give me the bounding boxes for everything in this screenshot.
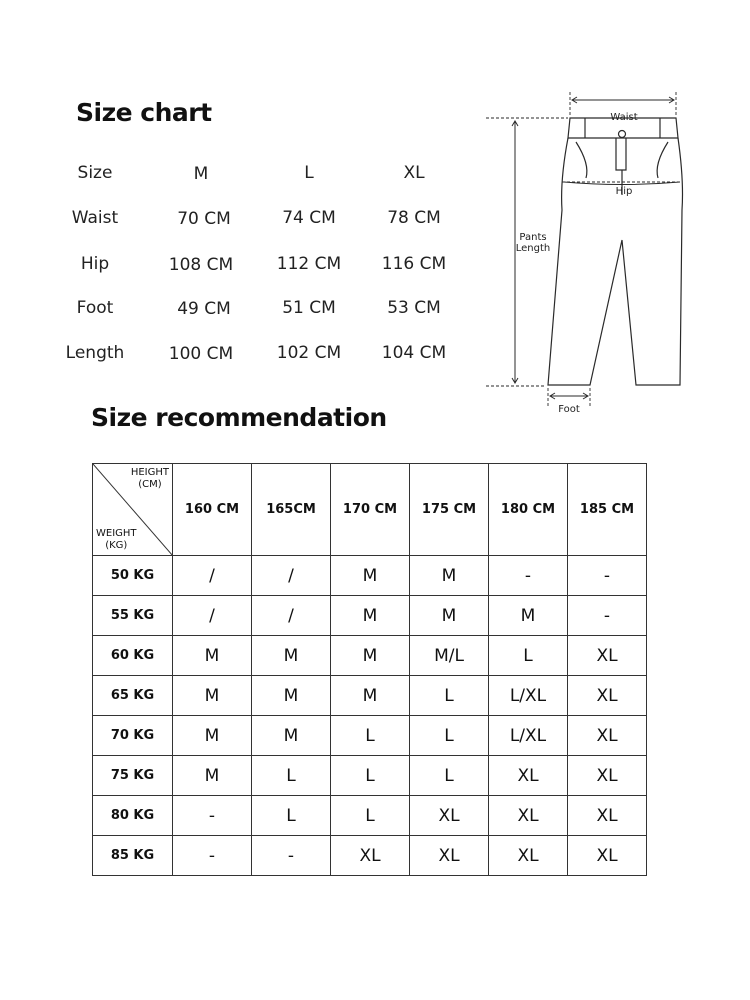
weight-row-header: 55 KG bbox=[93, 596, 173, 636]
table-row bbox=[93, 836, 647, 876]
size-cell: / bbox=[252, 596, 331, 636]
corner-height-line2: (CM) bbox=[138, 479, 162, 490]
size-cell: M bbox=[252, 716, 331, 756]
corner-weight-label bbox=[96, 528, 137, 552]
table-row bbox=[93, 676, 647, 716]
size-cell: L bbox=[410, 676, 489, 716]
waist-label: Waist bbox=[610, 112, 638, 123]
size-cell: M bbox=[410, 556, 489, 596]
size-cell: M bbox=[173, 716, 252, 756]
size-chart-cell: 108 CM bbox=[168, 255, 234, 275]
weight-row-header: 60 KG bbox=[93, 636, 173, 676]
weight-row-header: 50 KG bbox=[93, 556, 173, 596]
corner-height-line1: HEIGHT bbox=[130, 467, 169, 478]
size-cell: L/XL bbox=[489, 676, 568, 716]
size-chart-header-m: M bbox=[193, 164, 209, 184]
size-chart-cell: 49 CM bbox=[177, 299, 231, 319]
table-corner-cell bbox=[93, 464, 173, 556]
height-header: 185 CM bbox=[568, 464, 647, 556]
height-header: 170 CM bbox=[331, 464, 410, 556]
size-cell: - bbox=[173, 796, 252, 836]
size-chart-cell: 104 CM bbox=[381, 343, 447, 363]
size-cell: M bbox=[173, 756, 252, 796]
size-cell: - bbox=[489, 556, 568, 596]
height-header: 165CM bbox=[252, 464, 331, 556]
size-cell: - bbox=[568, 556, 647, 596]
weight-row-header: 75 KG bbox=[93, 756, 173, 796]
size-cell: XL bbox=[568, 676, 647, 716]
size-chart-header-l: L bbox=[304, 163, 314, 183]
corner-weight-line2: (KG) bbox=[105, 540, 128, 551]
table-row bbox=[93, 596, 647, 636]
size-cell: / bbox=[252, 556, 331, 596]
size-cell: XL bbox=[489, 836, 568, 876]
size-chart-cell: 116 CM bbox=[381, 254, 447, 274]
size-cell: XL bbox=[568, 796, 647, 836]
size-chart-cell: 74 CM bbox=[282, 208, 336, 228]
pants-outline bbox=[548, 118, 683, 385]
size-cell: L bbox=[331, 716, 410, 756]
height-header: 160 CM bbox=[173, 464, 252, 556]
size-cell: - bbox=[252, 836, 331, 876]
size-chart-cell: 102 CM bbox=[276, 343, 342, 363]
table-header-row bbox=[93, 464, 647, 556]
size-cell: XL bbox=[568, 836, 647, 876]
size-chart-row-label: Waist bbox=[71, 208, 119, 228]
size-cell: L bbox=[252, 796, 331, 836]
size-cell: L bbox=[252, 756, 331, 796]
size-cell: L bbox=[489, 636, 568, 676]
table-row bbox=[93, 756, 647, 796]
size-cell: XL bbox=[489, 756, 568, 796]
weight-row-header: 80 KG bbox=[93, 796, 173, 836]
size-chart-cell: 51 CM bbox=[282, 298, 336, 318]
corner-height-label bbox=[131, 467, 169, 491]
size-cell: M/L bbox=[410, 636, 489, 676]
size-cell: / bbox=[173, 596, 252, 636]
size-cell: XL bbox=[568, 636, 647, 676]
size-cell: L bbox=[331, 796, 410, 836]
corner-weight-line1: WEIGHT bbox=[96, 528, 137, 539]
height-header: 175 CM bbox=[410, 464, 489, 556]
pants-length-label-line2: Length bbox=[515, 243, 551, 254]
table-row bbox=[93, 636, 647, 676]
size-cell: M bbox=[331, 636, 410, 676]
size-cell: M bbox=[331, 676, 410, 716]
hip-label: Hip bbox=[615, 186, 633, 197]
size-chart-cell: 53 CM bbox=[387, 298, 441, 318]
size-chart-row-label: Length bbox=[65, 343, 125, 363]
size-cell: M bbox=[331, 596, 410, 636]
height-header: 180 CM bbox=[489, 464, 568, 556]
size-chart-cell: 112 CM bbox=[276, 254, 342, 274]
size-cell: L bbox=[410, 756, 489, 796]
size-recommendation-title: Size recommendation bbox=[91, 403, 387, 432]
size-cell: M bbox=[410, 596, 489, 636]
weight-row-header: 70 KG bbox=[93, 716, 173, 756]
size-cell: M bbox=[252, 676, 331, 716]
recommendation-body bbox=[93, 556, 647, 876]
size-cell: XL bbox=[410, 836, 489, 876]
foot-label: Foot bbox=[558, 404, 580, 415]
size-cell: L/XL bbox=[489, 716, 568, 756]
weight-row-header: 85 KG bbox=[93, 836, 173, 876]
size-chart-header-size: Size bbox=[77, 163, 113, 183]
size-cell: L bbox=[410, 716, 489, 756]
size-chart-row-label: Foot bbox=[76, 298, 114, 318]
size-cell: - bbox=[568, 596, 647, 636]
size-chart-cell: 78 CM bbox=[387, 208, 441, 228]
size-cell: XL bbox=[410, 796, 489, 836]
weight-row-header: 65 KG bbox=[93, 676, 173, 716]
size-cell: / bbox=[173, 556, 252, 596]
table-row bbox=[93, 556, 647, 596]
size-chart-header-xl: XL bbox=[403, 163, 425, 183]
size-cell: L bbox=[331, 756, 410, 796]
size-cell: M bbox=[173, 636, 252, 676]
size-chart-cell: 100 CM bbox=[168, 344, 234, 364]
pants-length-label-line1: Pants bbox=[519, 232, 547, 243]
size-chart-cell: 70 CM bbox=[177, 209, 231, 229]
size-cell: XL bbox=[489, 796, 568, 836]
size-cell: XL bbox=[568, 756, 647, 796]
size-cell: M bbox=[489, 596, 568, 636]
size-cell: M bbox=[252, 636, 331, 676]
size-chart-title: Size chart bbox=[76, 98, 212, 127]
table-row bbox=[93, 796, 647, 836]
size-cell: - bbox=[173, 836, 252, 876]
size-cell: XL bbox=[568, 716, 647, 756]
size-chart-row-label: Hip bbox=[80, 254, 110, 274]
size-cell: M bbox=[331, 556, 410, 596]
size-recommendation-table bbox=[92, 463, 647, 876]
size-cell: M bbox=[173, 676, 252, 716]
table-row bbox=[93, 716, 647, 756]
size-cell: XL bbox=[331, 836, 410, 876]
pants-diagram bbox=[482, 90, 712, 420]
